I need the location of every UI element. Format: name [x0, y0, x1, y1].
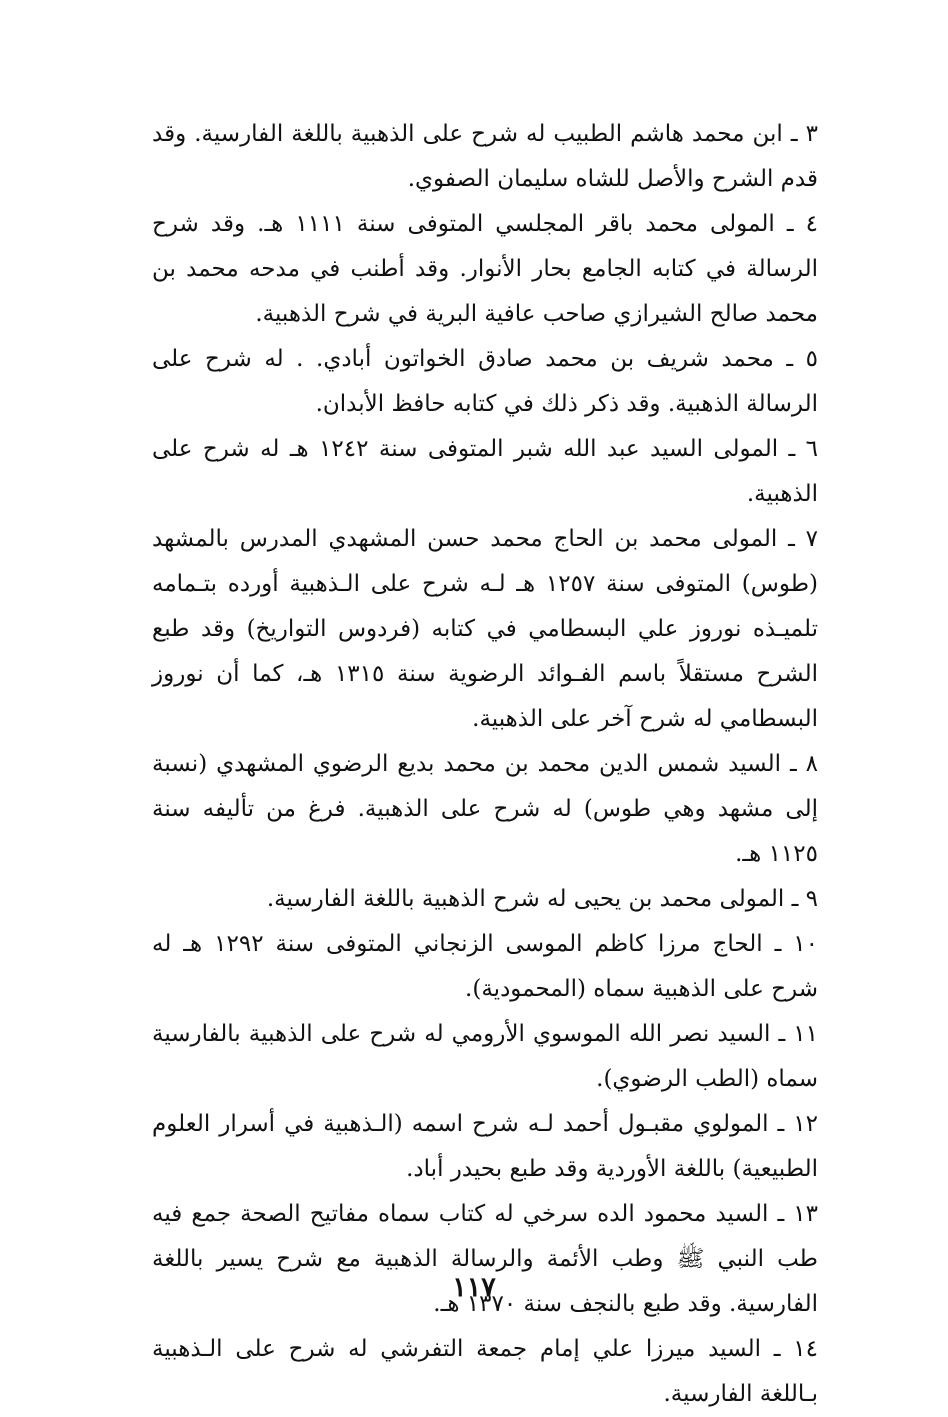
page-number: ١١٧ [452, 1272, 496, 1303]
entry-13: ١٣ ـ السيد محمود الده سرخي له كتاب سماه مفاتيح الصحة جمع فيه طب النبي ﷺ وطب الأئمة والرسالة الذهبية مع شرح يسير باللغة الفارسية. وقد طبع بالنجف سنة ١٣٧٠ هـ. [152, 1201, 818, 1317]
entry-5: ٥ ـ محمد شريف بن محمد صادق الخواتون أبادي. . له شرح على الرسالة الذهبية. وقد ذكر ذلك في كتابه حافظ الأبدان. [152, 346, 818, 417]
entry-14: ١٤ ـ السيد ميرزا علي إمام جمعة التفرشي له شرح على الـذهبية بـاللغة الفارسية. [152, 1336, 818, 1407]
entry-4: ٤ ـ المولى محمد باقر المجلسي المتوفى سنة ١١١١ هـ. وقد شرح الرسالة في كتابه الجامع بحار الأنوار. وقد أطنب في مدحه محمد بن محمد صالح الشيرازي صاحب عافية البرية في شرح الذهبية. [152, 211, 818, 327]
entry-8: ٨ ـ السيد شمس الدين محمد بن محمد بديع الرضوي المشهدي (نسبة إلى مشهد وهي طوس) له شرح على الذهبية. فرغ من تأليفه سنة ١١٢٥ هـ. [152, 751, 818, 867]
entry-10: ١٠ ـ الحاج مرزا كاظم الموسى الزنجاني المتوفى سنة ١٢٩٢ هـ له شرح على الذهبية سماه (المحمودية). [152, 931, 819, 1002]
entry-3: ٣ ـ ابن محمد هاشم الطبيب له شرح على الذهبية باللغة الفارسية. وقد قدم الشرح والأصل للشاه سليمان الصفوي. [152, 121, 818, 192]
entry-11: ١١ ـ السيد نصر الله الموسوي الأرومي له شرح على الذهبية بالفارسية سماه (الطب الرضوي). [152, 1021, 818, 1092]
entry-12: ١٢ ـ المولوي مقبـول أحمد لـه شرح اسمه (الـذهبية في أسرار العلوم الطبيعية) باللغة الأوردية وقد طبع بحيدر أباد. [152, 1111, 818, 1182]
body-text [152, 112, 832, 1417]
entry-6: ٦ ـ المولى السيد عبد الله شبر المتوفى سنة ١٢٤٢ هـ له شرح على الذهبية. [152, 436, 818, 507]
entry-9: ٩ ـ المولى محمد بن يحيى له شرح الذهبية باللغة الفارسية. [266, 886, 818, 912]
entry-7: ٧ ـ المولى محمد بن الحاج محمد حسن المشهدي المدرس بالمشهد (طوس) المتوفى سنة ١٢٥٧ هـ لـه شرح على الـذهبية أورده بتـمامه تلميـذه نوروز علي البسطامي في كتابه (فردوس التواريخ) وقد طبع الشرح مستقلاً باسم الفـوائد الرضوية سنة ١٣١٥ هـ، كما أن نوروز البسطامي له شرح آخر على الذهبية. [152, 526, 818, 732]
